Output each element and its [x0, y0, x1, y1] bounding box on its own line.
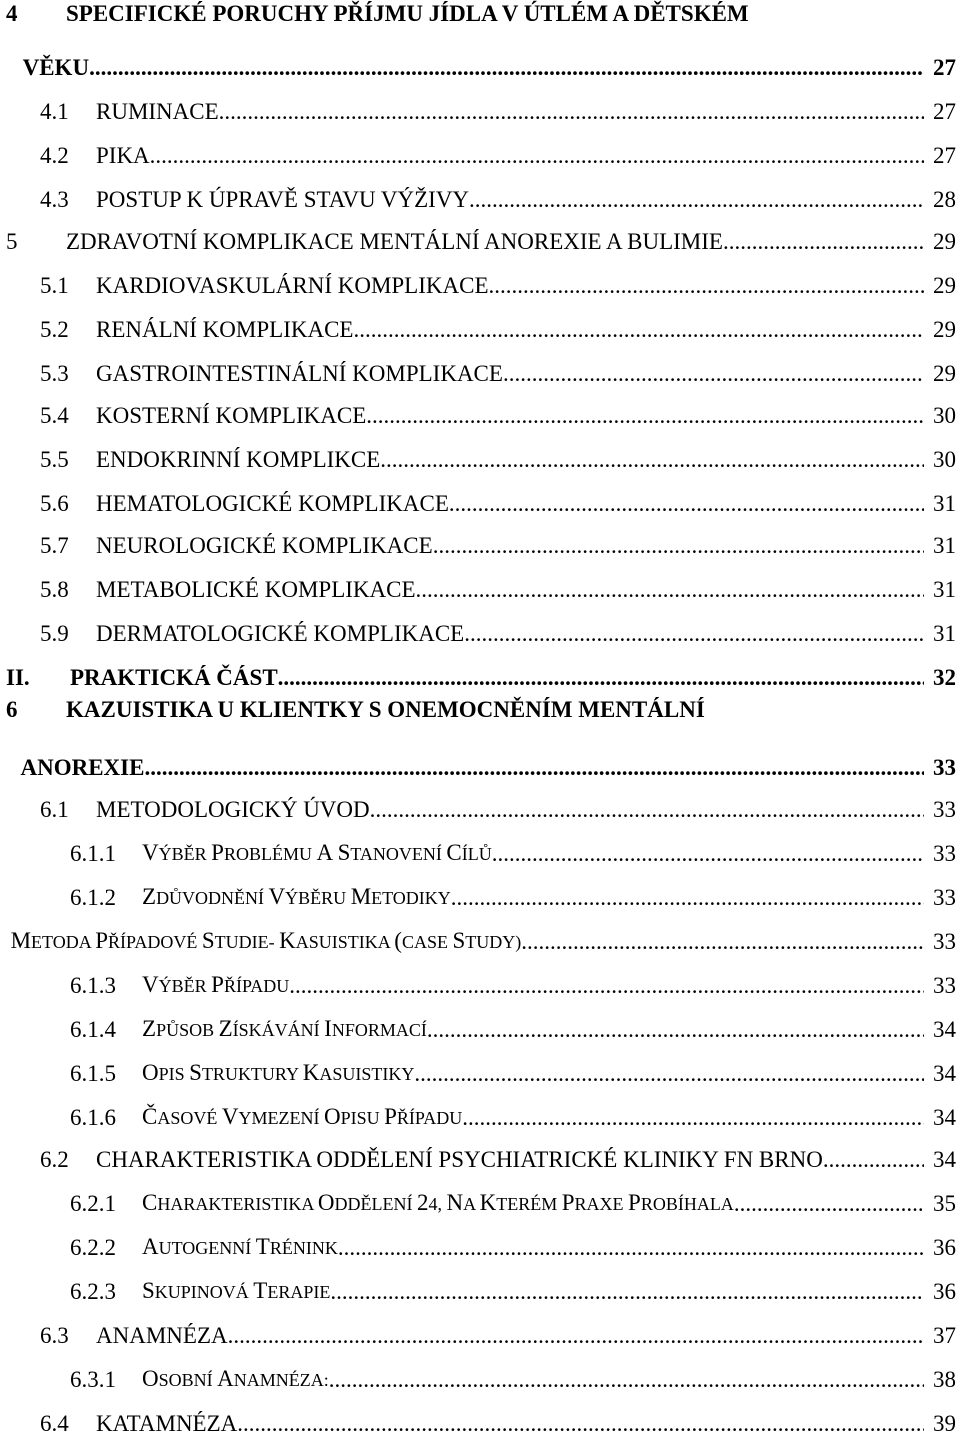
toc-number: 4.3	[40, 187, 69, 212]
leader-dots	[462, 1104, 924, 1132]
toc-entry[interactable]	[0, 1310, 960, 1350]
leader-dots	[330, 1278, 924, 1306]
toc-title: AUTOGENNÍ TRÉNINK	[142, 1234, 338, 1259]
toc-entry[interactable]	[0, 390, 960, 430]
toc-entry[interactable]	[0, 348, 960, 388]
toc-entry[interactable]	[0, 872, 960, 912]
toc-number: 5.9	[40, 621, 69, 646]
toc-entry[interactable]	[0, 1222, 960, 1262]
toc-entry[interactable]	[0, 608, 960, 648]
toc-number: 5.6	[40, 491, 69, 516]
toc-page-number: 32	[933, 665, 956, 690]
toc-entry[interactable]	[0, 828, 960, 868]
leader-dots	[489, 272, 924, 300]
toc-heading-line	[6, 0, 749, 28]
toc-title: ANAMNÉZA	[96, 1323, 228, 1348]
toc-number: 5	[6, 229, 18, 254]
toc-number: 4.2	[40, 143, 69, 168]
toc-number: 6.4	[40, 1411, 69, 1436]
toc-entry[interactable]	[0, 916, 960, 956]
leader-dots	[150, 142, 924, 170]
toc-number: 5.1	[40, 273, 69, 298]
toc-title: KOSTERNÍ KOMPLIKACE	[96, 403, 367, 428]
toc-title: NEUROLOGICKÉ KOMPLIKACE	[96, 533, 433, 558]
toc-number: 6.1.6	[70, 1105, 116, 1130]
toc-page-number: 36	[933, 1279, 956, 1304]
toc-page-number: 34	[933, 1105, 956, 1130]
toc-title: METODOLOGICKÝ ÚVOD	[96, 797, 370, 822]
toc-title: OSOBNÍ ANAMNÉZA:	[142, 1366, 329, 1391]
toc-page-number: 33	[933, 755, 956, 780]
toc-title: DERMATOLOGICKÉ KOMPLIKACE	[96, 621, 465, 646]
toc-title: KAZUISTIKA U KLIENTKY S ONEMOCNĚNÍM MENTÁLNÍ	[66, 697, 705, 722]
toc-entry[interactable]	[0, 1134, 960, 1174]
toc-title: ZDŮVODNĚNÍ VÝBĚRU METODIKY	[142, 884, 451, 909]
leader-dots	[278, 664, 924, 692]
toc-number: 6.1.1	[70, 841, 116, 866]
leader-dots	[414, 1060, 924, 1088]
toc-page-number: 33	[933, 929, 956, 954]
toc-number: 6.1.3	[70, 973, 116, 998]
toc-page-number: 33	[933, 973, 956, 998]
toc-page-number: 34	[933, 1061, 956, 1086]
toc-page-number: 31	[933, 533, 956, 558]
toc-number: 6.2.2	[70, 1235, 116, 1260]
toc-page-number: 33	[933, 797, 956, 822]
toc-page-number: 35	[933, 1191, 956, 1216]
toc-title: ČASOVÉ VYMEZENÍ OPISU PŘÍPADU	[142, 1104, 463, 1129]
toc-number: 5.2	[40, 317, 69, 342]
leader-dots	[734, 1190, 924, 1218]
toc-title: METODA PŘÍPADOVÉ STUDIE- KASUISTIKA (CASE STUDY)	[10, 928, 522, 953]
leader-dots	[366, 402, 924, 430]
toc-title: ZDRAVOTNÍ KOMPLIKACE MENTÁLNÍ ANOREXIE A BULIMIE	[66, 229, 723, 254]
toc-entry[interactable]	[0, 304, 960, 344]
leader-dots	[503, 360, 924, 388]
leader-dots	[353, 316, 924, 344]
toc-page-number: 31	[933, 577, 956, 602]
toc-page-number: 38	[933, 1367, 956, 1392]
toc-page-number: 27	[933, 143, 956, 168]
toc-page-number: 28	[933, 187, 956, 212]
toc-page-number: 31	[933, 621, 956, 646]
toc-title: CHARAKTERISTIKA ODDĚLENÍ PSYCHIATRICKÉ KLINIKY FN BRNO	[96, 1147, 823, 1172]
toc-page-number: 34	[933, 1017, 956, 1042]
toc-title: RUMINACE	[96, 99, 219, 124]
toc-title: ZPŮSOB ZÍSKÁVÁNÍ INFORMACÍ	[142, 1016, 427, 1041]
toc-page-number: 34	[933, 1147, 956, 1172]
toc-number: 6.3	[40, 1323, 69, 1348]
toc-entry[interactable]	[0, 1354, 960, 1394]
leader-dots	[380, 446, 924, 474]
toc-entry[interactable]	[0, 742, 960, 782]
leader-dots	[464, 620, 924, 648]
toc-number: 5.4	[40, 403, 69, 428]
toc-entry[interactable]	[0, 1092, 960, 1132]
toc-title: METABOLICKÉ KOMPLIKACE	[96, 577, 416, 602]
toc-title: OPIS STRUKTURY KASUISTIKY	[142, 1060, 415, 1085]
toc-page-number: 29	[933, 273, 956, 298]
toc-number: 4	[6, 1, 18, 26]
toc-page-number: 39	[933, 1411, 956, 1436]
leader-dots	[144, 754, 924, 782]
leader-dots	[338, 1234, 924, 1262]
toc-heading-line	[6, 696, 705, 724]
toc-entry[interactable]	[0, 1004, 960, 1044]
leader-dots	[237, 1410, 924, 1438]
toc-page-number: 29	[933, 317, 956, 342]
toc-page-number: 37	[933, 1323, 956, 1348]
toc-title: KARDIOVASKULÁRNÍ KOMPLIKACE	[96, 273, 489, 298]
toc-number: 6.1.2	[70, 885, 116, 910]
toc-title: KATAMNÉZA	[96, 1411, 238, 1436]
leader-dots	[427, 1016, 924, 1044]
toc-entry[interactable]	[0, 960, 960, 1000]
toc-entry[interactable]	[0, 478, 960, 518]
toc-title: PRAKTICKÁ ČÁST	[70, 665, 278, 690]
toc-entry[interactable]	[0, 1398, 960, 1438]
toc-title: ENDOKRINNÍ KOMPLIKCE	[96, 447, 381, 472]
toc-number: II.	[6, 665, 30, 690]
toc-number: 6.2.3	[70, 1279, 116, 1304]
leader-dots	[449, 490, 924, 518]
toc-title-continuation: ANOREXIE	[20, 755, 145, 780]
toc-title: VÝBĚR PŘÍPADU	[142, 972, 290, 997]
toc-page-number: 30	[933, 403, 956, 428]
toc-page-number: 30	[933, 447, 956, 472]
leader-dots	[451, 884, 924, 912]
toc-entry[interactable]	[0, 1266, 960, 1306]
toc-entry[interactable]	[0, 86, 960, 126]
toc-number: 5.5	[40, 447, 69, 472]
leader-dots	[289, 972, 924, 1000]
toc-number: 5.7	[40, 533, 69, 558]
toc-page-number: 27	[933, 99, 956, 124]
toc-entry[interactable]	[0, 42, 960, 82]
toc-title: CHARAKTERISTIKA ODDĚLENÍ 24, NA KTERÉM PRAXE PROBÍHALA	[142, 1190, 734, 1215]
toc-number: 6.2.1	[70, 1191, 116, 1216]
toc-entry[interactable]	[0, 1048, 960, 1088]
leader-dots	[521, 928, 924, 956]
toc-page-number: 36	[933, 1235, 956, 1260]
toc-page-number: 33	[933, 885, 956, 910]
toc-title: HEMATOLOGICKÉ KOMPLIKACE	[96, 491, 449, 516]
leader-dots	[228, 1322, 924, 1350]
toc-number: 5.8	[40, 577, 69, 602]
toc-title: SKUPINOVÁ TERAPIE	[142, 1278, 331, 1303]
toc-entry[interactable]	[0, 260, 960, 300]
toc-number: 6.2	[40, 1147, 69, 1172]
toc-title: SPECIFICKÉ PORUCHY PŘÍJMU JÍDLA V ÚTLÉM A DĚTSKÉM	[66, 1, 749, 26]
toc-title: POSTUP K ÚPRAVĚ STAVU VÝŽIVY	[96, 187, 470, 212]
toc-title: RENÁLNÍ KOMPLIKACE	[96, 317, 354, 342]
leader-dots	[329, 1366, 924, 1394]
leader-dots	[469, 186, 924, 214]
leader-dots	[370, 796, 924, 824]
toc-number: 6.3.1	[70, 1367, 116, 1392]
leader-dots	[416, 576, 924, 604]
toc-entry[interactable]	[0, 216, 960, 256]
toc-number: 4.1	[40, 99, 69, 124]
toc-number: 6.1.5	[70, 1061, 116, 1086]
toc-title: GASTROINTESTINÁLNÍ KOMPLIKACE	[96, 361, 503, 386]
toc-number: 5.3	[40, 361, 69, 386]
leader-dots	[823, 1146, 924, 1174]
toc-entry[interactable]	[0, 130, 960, 170]
leader-dots	[433, 532, 924, 560]
toc-title: VÝBĚR PROBLÉMU A STANOVENÍ CÍLŮ	[142, 840, 492, 865]
leader-dots	[723, 228, 924, 256]
toc-entry[interactable]	[0, 1178, 960, 1218]
leader-dots	[492, 840, 924, 868]
toc-page-number: 29	[933, 361, 956, 386]
toc-number: 6	[6, 697, 18, 722]
toc-page-number: 33	[933, 841, 956, 866]
toc-title: PIKA	[96, 143, 150, 168]
toc-entry[interactable]	[0, 784, 960, 824]
toc-page-number: 31	[933, 491, 956, 516]
toc-entry[interactable]	[0, 564, 960, 604]
toc-title-continuation: VĚKU	[22, 55, 90, 80]
toc-entry[interactable]	[0, 174, 960, 214]
toc-entry[interactable]	[0, 652, 960, 692]
toc-number: 6.1.4	[70, 1017, 116, 1042]
toc-page-number: 27	[933, 55, 956, 80]
toc-entry[interactable]	[0, 520, 960, 560]
leader-dots	[89, 54, 924, 82]
toc-entry[interactable]	[0, 434, 960, 474]
toc-number: 6.1	[40, 797, 69, 822]
leader-dots	[219, 98, 924, 126]
toc-page-number: 29	[933, 229, 956, 254]
